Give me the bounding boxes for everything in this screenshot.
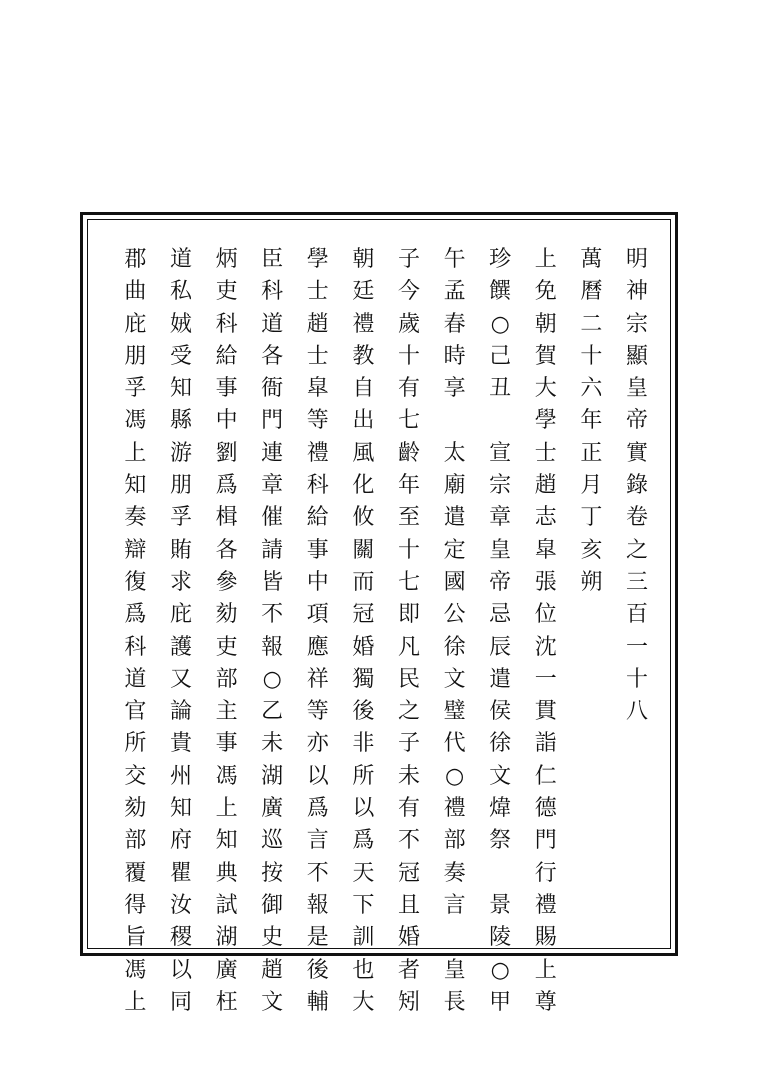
text-char: 孚 [169,505,192,531]
text-char: 大 [534,376,557,402]
text-char: 上 [215,796,238,822]
text-char: 郡 [124,247,147,272]
text-char: 試 [215,892,238,918]
text-char: 未 [261,731,284,757]
text-char: 劉 [215,440,238,466]
text-char: 月 [580,473,603,499]
text-char: 侯 [489,699,512,725]
text-char: 以 [306,763,329,789]
text-char: 吏 [215,634,238,660]
text-char: 國 [443,569,466,595]
text-char: 仁 [534,763,557,789]
text-char: 輔 [306,989,329,1015]
text-char: 非 [352,731,375,757]
text-char: 位 [534,602,557,628]
text-char: 中 [215,408,238,434]
text-char: 娀 [169,311,192,337]
text-char: ○ [490,311,510,337]
text-char: 科 [124,634,147,660]
text-char: 百 [625,602,648,628]
text-char [438,405,472,437]
text-char: 上 [124,989,147,1015]
text-char: 徐 [489,731,512,757]
text-char: 午 [443,247,466,272]
text-char: 自 [352,376,375,402]
text-char: 給 [306,505,329,531]
text-char: 曲 [124,279,147,305]
text-char: 復 [124,569,147,595]
text-char: 免 [534,279,557,305]
text-char: 實 [625,440,648,466]
text-char: 催 [261,505,284,531]
text-char: 連 [261,440,284,466]
text-char: 趙 [534,473,557,499]
text-char: 宣 [489,440,512,466]
text-char: 馮 [124,957,147,983]
text-char: 亦 [306,731,329,757]
text-char: 之 [397,699,420,725]
text-char: 祥 [306,666,329,692]
text-char: 湖 [215,925,238,951]
text-char: 文 [261,989,284,1015]
text-char: 公 [443,602,466,628]
text-char: 各 [261,343,284,369]
text-char: 張 [534,569,557,595]
text-char: 巡 [261,828,284,854]
text-char: 又 [169,666,192,692]
text-char: 所 [352,763,375,789]
text-char: 禮 [443,796,466,822]
text-char: 風 [352,440,375,466]
text-char: 奏 [443,860,466,886]
text-char: 朝 [534,311,557,337]
text-char: 志 [534,505,557,531]
text-char: 璧 [443,699,466,725]
text-char: ○ [490,957,510,983]
text-char: 等 [306,408,329,434]
text-char: 有 [397,796,420,822]
text-char: 科 [306,473,329,499]
text-column [210,244,244,1019]
text-char: 皇 [625,376,648,402]
text-char: 煒 [489,796,512,822]
text-char: 矧 [397,989,420,1015]
text-char: 馮 [124,408,147,434]
text-char: 婚 [397,925,420,951]
text-column [574,244,608,599]
text-char: 徐 [443,634,466,660]
text-char: 各 [215,537,238,563]
text-char: 禮 [534,892,557,918]
text-char: 明 [625,247,648,272]
text-char: 齡 [397,440,420,466]
text-column [164,244,198,1019]
text-char: 湖 [261,763,284,789]
text-column [301,244,335,1019]
text-char: 皐 [306,376,329,402]
text-char: 所 [124,731,147,757]
text-char: 科 [215,311,238,337]
text-char: 珍 [489,247,512,272]
text-char: 後 [352,699,375,725]
text-char: 亥 [580,537,603,563]
text-char: 子 [397,247,420,272]
text-char: 尊 [534,989,557,1015]
text-column [529,244,563,1019]
text-char: 士 [306,343,329,369]
text-char: 趙 [261,957,284,983]
text-char: 萬 [580,247,603,272]
text-char: 史 [261,925,284,951]
text-char: 十 [397,537,420,563]
text-char: 行 [534,860,557,886]
text-char: 忌 [489,602,512,628]
text-char: 攸 [352,505,375,531]
text-char: 按 [261,860,284,886]
text-char: 等 [306,699,329,725]
text-char: 辰 [489,634,512,660]
text-char: 廟 [443,473,466,499]
text-char: 御 [261,892,284,918]
text-char: 辯 [124,537,147,563]
text-char: 知 [215,828,238,854]
text-char: 事 [215,376,238,402]
text-char [483,405,517,437]
text-char: 官 [124,699,147,725]
text-char: 甲 [489,989,512,1015]
text-char: 獨 [352,666,375,692]
text-char: 臣 [261,247,284,272]
text-char: 廣 [215,957,238,983]
text-char: 汝 [169,892,192,918]
text-char: 以 [169,957,192,983]
text-char: 州 [169,763,192,789]
text-char: 奏 [124,505,147,531]
text-char: 道 [124,666,147,692]
text-char: 求 [169,569,192,595]
text-char: 同 [169,989,192,1015]
text-char: 護 [169,634,192,660]
text-char: 主 [215,699,238,725]
text-char: 縣 [169,408,192,434]
text-char: 凡 [397,634,420,660]
text-column [620,244,654,728]
text-char: 冠 [397,860,420,886]
text-char: 文 [443,666,466,692]
text-char: 典 [215,860,238,886]
text-char: 禮 [306,440,329,466]
text-char: 顯 [625,343,648,369]
text-char: 後 [306,957,329,983]
text-char: 皐 [534,537,557,563]
text-char: 皆 [261,569,284,595]
text-char: 受 [169,343,192,369]
text-char: 十 [580,343,603,369]
text-char: 且 [397,892,420,918]
text-char: 正 [580,440,603,466]
text-char: 是 [306,925,329,951]
text-char: 十 [625,666,648,692]
text-char: 報 [306,892,329,918]
text-char: 爲 [306,796,329,822]
text-char: 貴 [169,731,192,757]
text-char: 化 [352,473,375,499]
text-char: 民 [397,666,420,692]
text-char: 知 [169,376,192,402]
text-column [392,244,426,1019]
text-char: 廷 [352,279,375,305]
text-char: 劾 [124,796,147,822]
text-char: 事 [215,731,238,757]
text-char: 道 [169,247,192,272]
text-char: 曆 [580,279,603,305]
text-char: 門 [534,828,557,854]
text-char: 七 [397,569,420,595]
text-char: 賀 [534,343,557,369]
text-char: 士 [306,279,329,305]
text-char: 遣 [443,505,466,531]
text-char: 德 [534,796,557,822]
text-char: 項 [306,602,329,628]
text-char: 七 [397,408,420,434]
text-char: 禮 [352,311,375,337]
text-char: 也 [352,957,375,983]
text-char: 參 [215,569,238,595]
text-char: 上 [534,247,557,272]
text-char: 炳 [215,247,238,272]
text-char: 太 [443,440,466,466]
text-char: 之 [625,537,648,563]
text-char: 六 [580,376,603,402]
text-char: 春 [443,311,466,337]
text-char: 不 [397,828,420,854]
text-char: ○ [262,666,282,692]
text-char: 朔 [580,569,603,595]
text-char: 言 [443,892,466,918]
text-char: 而 [352,569,375,595]
text-char: 以 [352,796,375,822]
text-char: 朋 [169,473,192,499]
text-char: 年 [397,473,420,499]
text-char: 事 [306,537,329,563]
text-char: 上 [534,957,557,983]
text-char: 給 [215,343,238,369]
text-column [255,244,289,1019]
text-char: 部 [124,828,147,854]
text-char: 覆 [124,860,147,886]
text-char: 爲 [124,602,147,628]
text-char: 孚 [124,376,147,402]
text-char: 士 [534,440,557,466]
text-char: 皇 [443,957,466,983]
text-char: 學 [534,408,557,434]
text-char: 部 [443,828,466,854]
text-char: 一 [534,666,557,692]
text-char: 府 [169,828,192,854]
text-char: 錄 [625,473,648,499]
text-char: 論 [169,699,192,725]
text-char: 知 [124,473,147,499]
text-char: 有 [397,376,420,402]
text-char: 庇 [169,602,192,628]
text-column [118,244,152,1019]
text-char: 章 [489,505,512,531]
text-char [483,858,517,890]
text-char: 下 [352,892,375,918]
text-char: 即 [397,602,420,628]
text-char: 應 [306,634,329,660]
text-char: 章 [261,473,284,499]
text-char: 己 [489,343,512,369]
text-char: 帝 [489,569,512,595]
text-char: 帝 [625,408,648,434]
text-char: 歲 [397,311,420,337]
text-char: 子 [397,731,420,757]
text-column [438,244,472,1019]
text-char: 趙 [306,311,329,337]
text-char: 知 [169,796,192,822]
text-char: 長 [443,989,466,1015]
text-char: 出 [352,408,375,434]
text-char: 二 [580,311,603,337]
text-char: 宗 [489,473,512,499]
text-char: 交 [124,763,147,789]
text-char: 丑 [489,376,512,402]
text-char: 稷 [169,925,192,951]
text-char: 定 [443,537,466,563]
text-char: 貫 [534,699,557,725]
text-char: 賜 [534,925,557,951]
text-char: 冠 [352,602,375,628]
text-char: 劾 [215,602,238,628]
text-char: 卷 [625,505,648,531]
text-char: 祭 [489,828,512,854]
text-char: 關 [352,537,375,563]
text-char: 八 [625,699,648,725]
text-char: 學 [306,247,329,272]
text-char: 庇 [124,311,147,337]
text-char: 不 [306,860,329,886]
text-char: 報 [261,634,284,660]
text-column [483,244,517,1019]
text-char: 十 [397,343,420,369]
text-char: 科 [261,279,284,305]
text-char: 請 [261,537,284,563]
text-char: 丁 [580,505,603,531]
text-char: 不 [261,602,284,628]
text-char: 私 [169,279,192,305]
text-char: 神 [625,279,648,305]
text-char: 訓 [352,925,375,951]
text-char: 沈 [534,634,557,660]
text-char: 楫 [215,505,238,531]
text-char: 景 [489,892,512,918]
text-char: 饌 [489,279,512,305]
text-char: 三 [625,569,648,595]
text-char: 道 [261,311,284,337]
text-char: 吏 [215,279,238,305]
text-char: 孟 [443,279,466,305]
text-char: 門 [261,408,284,434]
text-char: 一 [625,634,648,660]
text-char: 未 [397,763,420,789]
text-char: 婚 [352,634,375,660]
text-char: 代 [443,731,466,757]
text-char: 者 [397,957,420,983]
text-char [438,922,472,954]
text-char: 陵 [489,925,512,951]
text-char: 朋 [124,343,147,369]
text-char: 詣 [534,731,557,757]
text-char: 宗 [625,311,648,337]
text-char: 得 [124,892,147,918]
text-char: 文 [489,763,512,789]
text-char: 爲 [215,473,238,499]
text-char: 天 [352,860,375,886]
text-char: 言 [306,828,329,854]
text-char: 年 [580,408,603,434]
text-char: 上 [124,440,147,466]
text-char: ○ [444,763,465,789]
text-char: 朝 [352,247,375,272]
text-char: 衙 [261,376,284,402]
text-char: 廣 [261,796,284,822]
text-char: 教 [352,343,375,369]
text-column [346,244,380,1019]
text-char: 大 [352,989,375,1015]
text-char: 遣 [489,666,512,692]
text-char: 中 [306,569,329,595]
text-char: 旨 [124,925,147,951]
text-char: 至 [397,505,420,531]
text-char: 枉 [215,989,238,1015]
text-char: 乙 [261,699,284,725]
text-char: 享 [443,376,466,402]
text-char: 馮 [215,763,238,789]
text-char: 瞿 [169,860,192,886]
text-char: 皇 [489,537,512,563]
text-char: 今 [397,279,420,305]
text-char: 賄 [169,537,192,563]
text-char: 時 [443,343,466,369]
text-char: 爲 [352,828,375,854]
text-char: 部 [215,666,238,692]
text-char: 游 [169,440,192,466]
